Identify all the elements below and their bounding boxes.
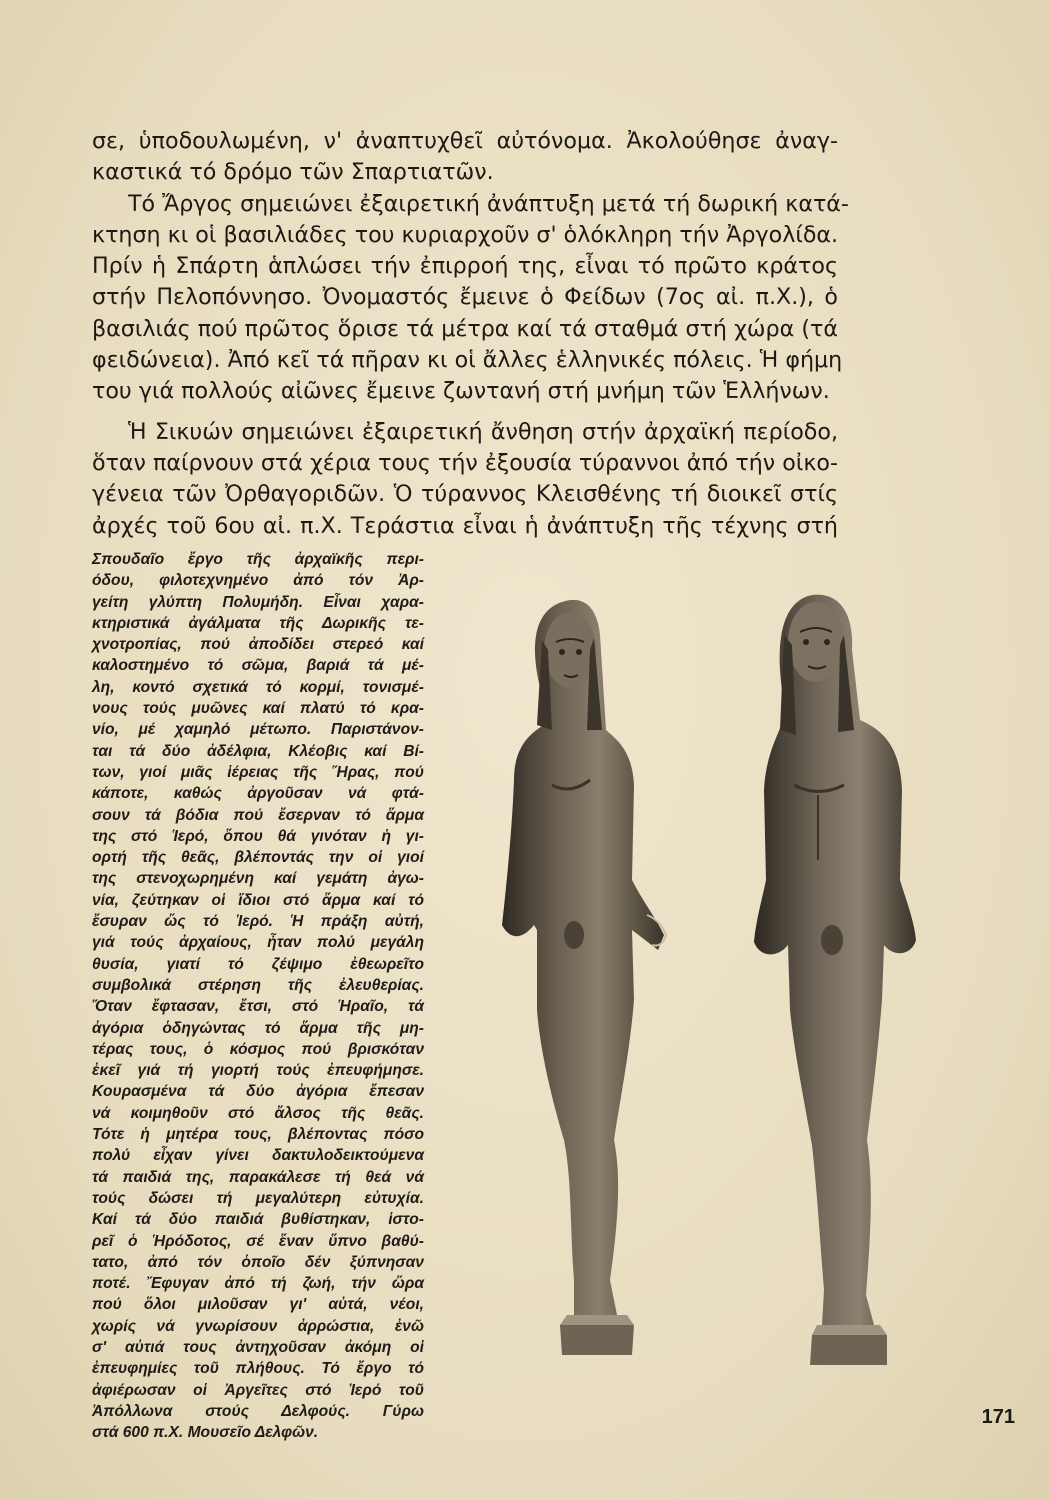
body-line: γένεια τῶν Ὀρθαγοριδῶν. Ὁ τύραννος Κλεισθένης τή διοικεῖ στίς [92, 481, 838, 508]
caption-line: Σπουδαῖο ἔργο τῆς ἀρχαϊκῆς περι- [92, 551, 424, 568]
caption-line: της στό Ἱερό, ὅπου θά γινόταν ἡ γι- [92, 827, 424, 845]
statues-illustration [482, 580, 974, 1370]
caption-line: ἐκεῖ γιά τή γιορτή τούς ἐπευφήμησε. [92, 1062, 424, 1080]
caption-line: σ' αὐτιά τους ἀντηχοῦσαν ἀκόμη οἱ [92, 1338, 424, 1356]
caption-line: κάποτε, καθώς ἀργοῦσαν νά φτά- [92, 785, 424, 803]
body-line: ὅταν παίρνουν στά χέρια τους τήν ἐξουσία τύραννοι ἀπό τήν οἰκο- [92, 449, 838, 476]
caption-line: κτηριστικά ἀγάλματα τῆς Δωρικῆς τε- [92, 614, 424, 632]
caption-line: όδου, φιλοτεχνημένο ἀπό τόν Ἀρ- [92, 572, 424, 590]
photo-caption [92, 549, 424, 1443]
kouroi-statues-photo [482, 580, 974, 1370]
body-line: βασιλιάς πού πρῶτος ὅρισε τά μέτρα καί τά σταθμά στή χώρα (τά [92, 315, 838, 342]
body-line: Ἡ Σικυών σημειώνει ἐξαιρετική ἄνθηση στήν ἀρχαϊκή περίοδο, [128, 418, 838, 445]
body-line: καστικά τό δρόμο τῶν Σπαρτιατῶν. [92, 159, 494, 186]
caption-line: ἔσυραν ὥς τό Ἱερό. Ἡ πράξη αὐτή, [92, 913, 424, 931]
caption-line: Κουρασμένα τά δύο ἀγόρια ἔπεσαν [92, 1083, 424, 1101]
body-line: φειδώνεια). Ἀπό κεῖ τά πῆραν κι οἱ ἄλλες ἑλληνικές πόλεις. Ἡ φήμη [92, 347, 843, 374]
body-line: στήν Πελοπόννησο. Ὀνομαστός ἔμεινε ὁ Φείδων (7ος αἰ. π.Χ.), ὁ [92, 284, 838, 311]
caption-line: της στενοχωρημένη καί γεμάτη ἀγω- [92, 870, 424, 888]
caption-line: Καί τά δύο παιδιά βυθίστηκαν, ἱστο- [92, 1211, 424, 1229]
body-line: Τό Ἄργος σημειώνει ἐξαιρετική ἀνάπτυξη μετά τή δωρική κατά- [128, 190, 849, 217]
body-line: σε, ὑποδουλωμένη, ν' ἀναπτυχθεῖ αὐτόνομα. Ἀκολούθησε ἀναγ- [92, 128, 838, 154]
caption-line: χωρίς νά γνωρίσουν ἀρρώστια, ἐνῶ [92, 1317, 424, 1335]
caption-line: νους τούς μυῶνες καί πλατύ τό κρα- [92, 700, 424, 718]
caption-line: τούς δώσει τή μεγαλύτερη εὐτυχία. [92, 1189, 424, 1207]
caption-line: τατο, ἀπό τόν ὁποῖο δέν ξύπνησαν [92, 1253, 424, 1271]
caption-line: τέρας τους, ὁ κόσμος πού βρισκόταν [92, 1040, 424, 1058]
body-line: ἀρχές τοῦ 6ου αἰ. π.Χ. Τεράστια εἶναι ἡ ἀνάπτυξη τῆς τέχνης στή [92, 512, 838, 539]
caption-line: ορτή τῆς θεᾶς, βλέποντάς την οἱ γιοί [92, 849, 424, 867]
caption-line: τά παιδιά της, παρακάλεσε τή θεά νά [92, 1168, 424, 1186]
caption-line: ποτέ. Ἔφυγαν ἀπό τή ζωή, τήν ὥρα [92, 1275, 424, 1293]
page-number: 171 [981, 1406, 1015, 1428]
caption-line: νίο, μέ χαμηλό μέτωπο. Παριστάνον- [92, 721, 424, 739]
caption-line: νία, ζεύτηκαν οἱ ἴδιοι στό ἅρμα καί τό [92, 891, 424, 909]
caption-line: νά κοιμηθοῦν στό ἄλσος τῆς θεᾶς. [92, 1104, 424, 1122]
body-text [92, 126, 849, 542]
caption-line: γείτη γλύπτη Πολυμήδη. Εἶναι χαρα- [92, 593, 424, 611]
caption-line: Ὅταν ἔφτασαν, ἔτσι, στό Ἡραῖο, τά [92, 998, 424, 1016]
caption-line: ἐπευφημίες τοῦ πλήθους. Τό ἔργο τό [92, 1360, 424, 1378]
right-statue [754, 595, 916, 1365]
caption-line: θυσία, γιατί τό ζέψιμο ἐθεωρεῖτο [92, 955, 424, 973]
caption-line: ἀφιέρωσαν οἱ Ἀργεῖτες στό Ἱερό τοῦ [92, 1381, 424, 1399]
caption-line: ρεῖ ὁ Ἡρόδοτος, σέ ἕναν ὕπνο βαθύ- [92, 1232, 424, 1250]
caption-line: γιά τούς ἀρχαίους, ἦταν πολύ μεγάλη [92, 934, 424, 952]
body-line: Πρίν ἡ Σπάρτη ἁπλώσει τήν ἐπιρροή της, εἶναι τό πρῶτο κράτος [92, 253, 838, 280]
caption-line: λη, κοντό σχετικά τό κορμί, τονισμέ- [92, 678, 424, 696]
body-line: κτηση κι οἱ βασιλιάδες του κυριαρχοῦν σ' ὁλόκληρη τήν Ἀργολίδα. [92, 221, 839, 248]
caption-line: στά 600 π.Χ. Μουσεῖο Δελφῶν. [92, 1424, 319, 1442]
caption-line: Ἀπόλλωνα στούς Δελφούς. Γύρω [92, 1402, 424, 1420]
caption-line: καλοστημένο τό σῶμα, βαριά τά μέ- [92, 657, 424, 675]
caption-line: πολύ εἶχαν γίνει δακτυλοδεικτούμενα [92, 1147, 424, 1165]
caption-line: των, γιοί μιᾶς ἱέρειας τῆς Ἥρας, πού [92, 763, 424, 781]
caption-line: σουν τά βόδια πού ἔσερναν τό ἅρμα [92, 806, 424, 824]
caption-line: χνοτροπίας, πού ἀποδίδει στερεό καί [92, 636, 424, 654]
body-line: του γιά πολλούς αἰῶνες ἔμεινε ζωντανή στή μνήμη τῶν Ἑλλήνων. [92, 378, 830, 405]
caption-line: ται τά δύο ἀδέλφια, Κλέοβις καί Βί- [92, 742, 424, 760]
left-statue [502, 600, 666, 1355]
caption-line: ἀγόρια ὁδηγώντας τό ἅρμα τῆς μη- [92, 1019, 424, 1037]
caption-line: συμβολικά στέρηση τῆς ἐλευθερίας. [92, 976, 424, 994]
caption-line: πού ὅλοι μιλοῦσαν γι' αὐτά, νέοι, [92, 1296, 424, 1314]
caption-line: Τότε ἡ μητέρα τους, βλέποντας πόσο [92, 1126, 424, 1144]
